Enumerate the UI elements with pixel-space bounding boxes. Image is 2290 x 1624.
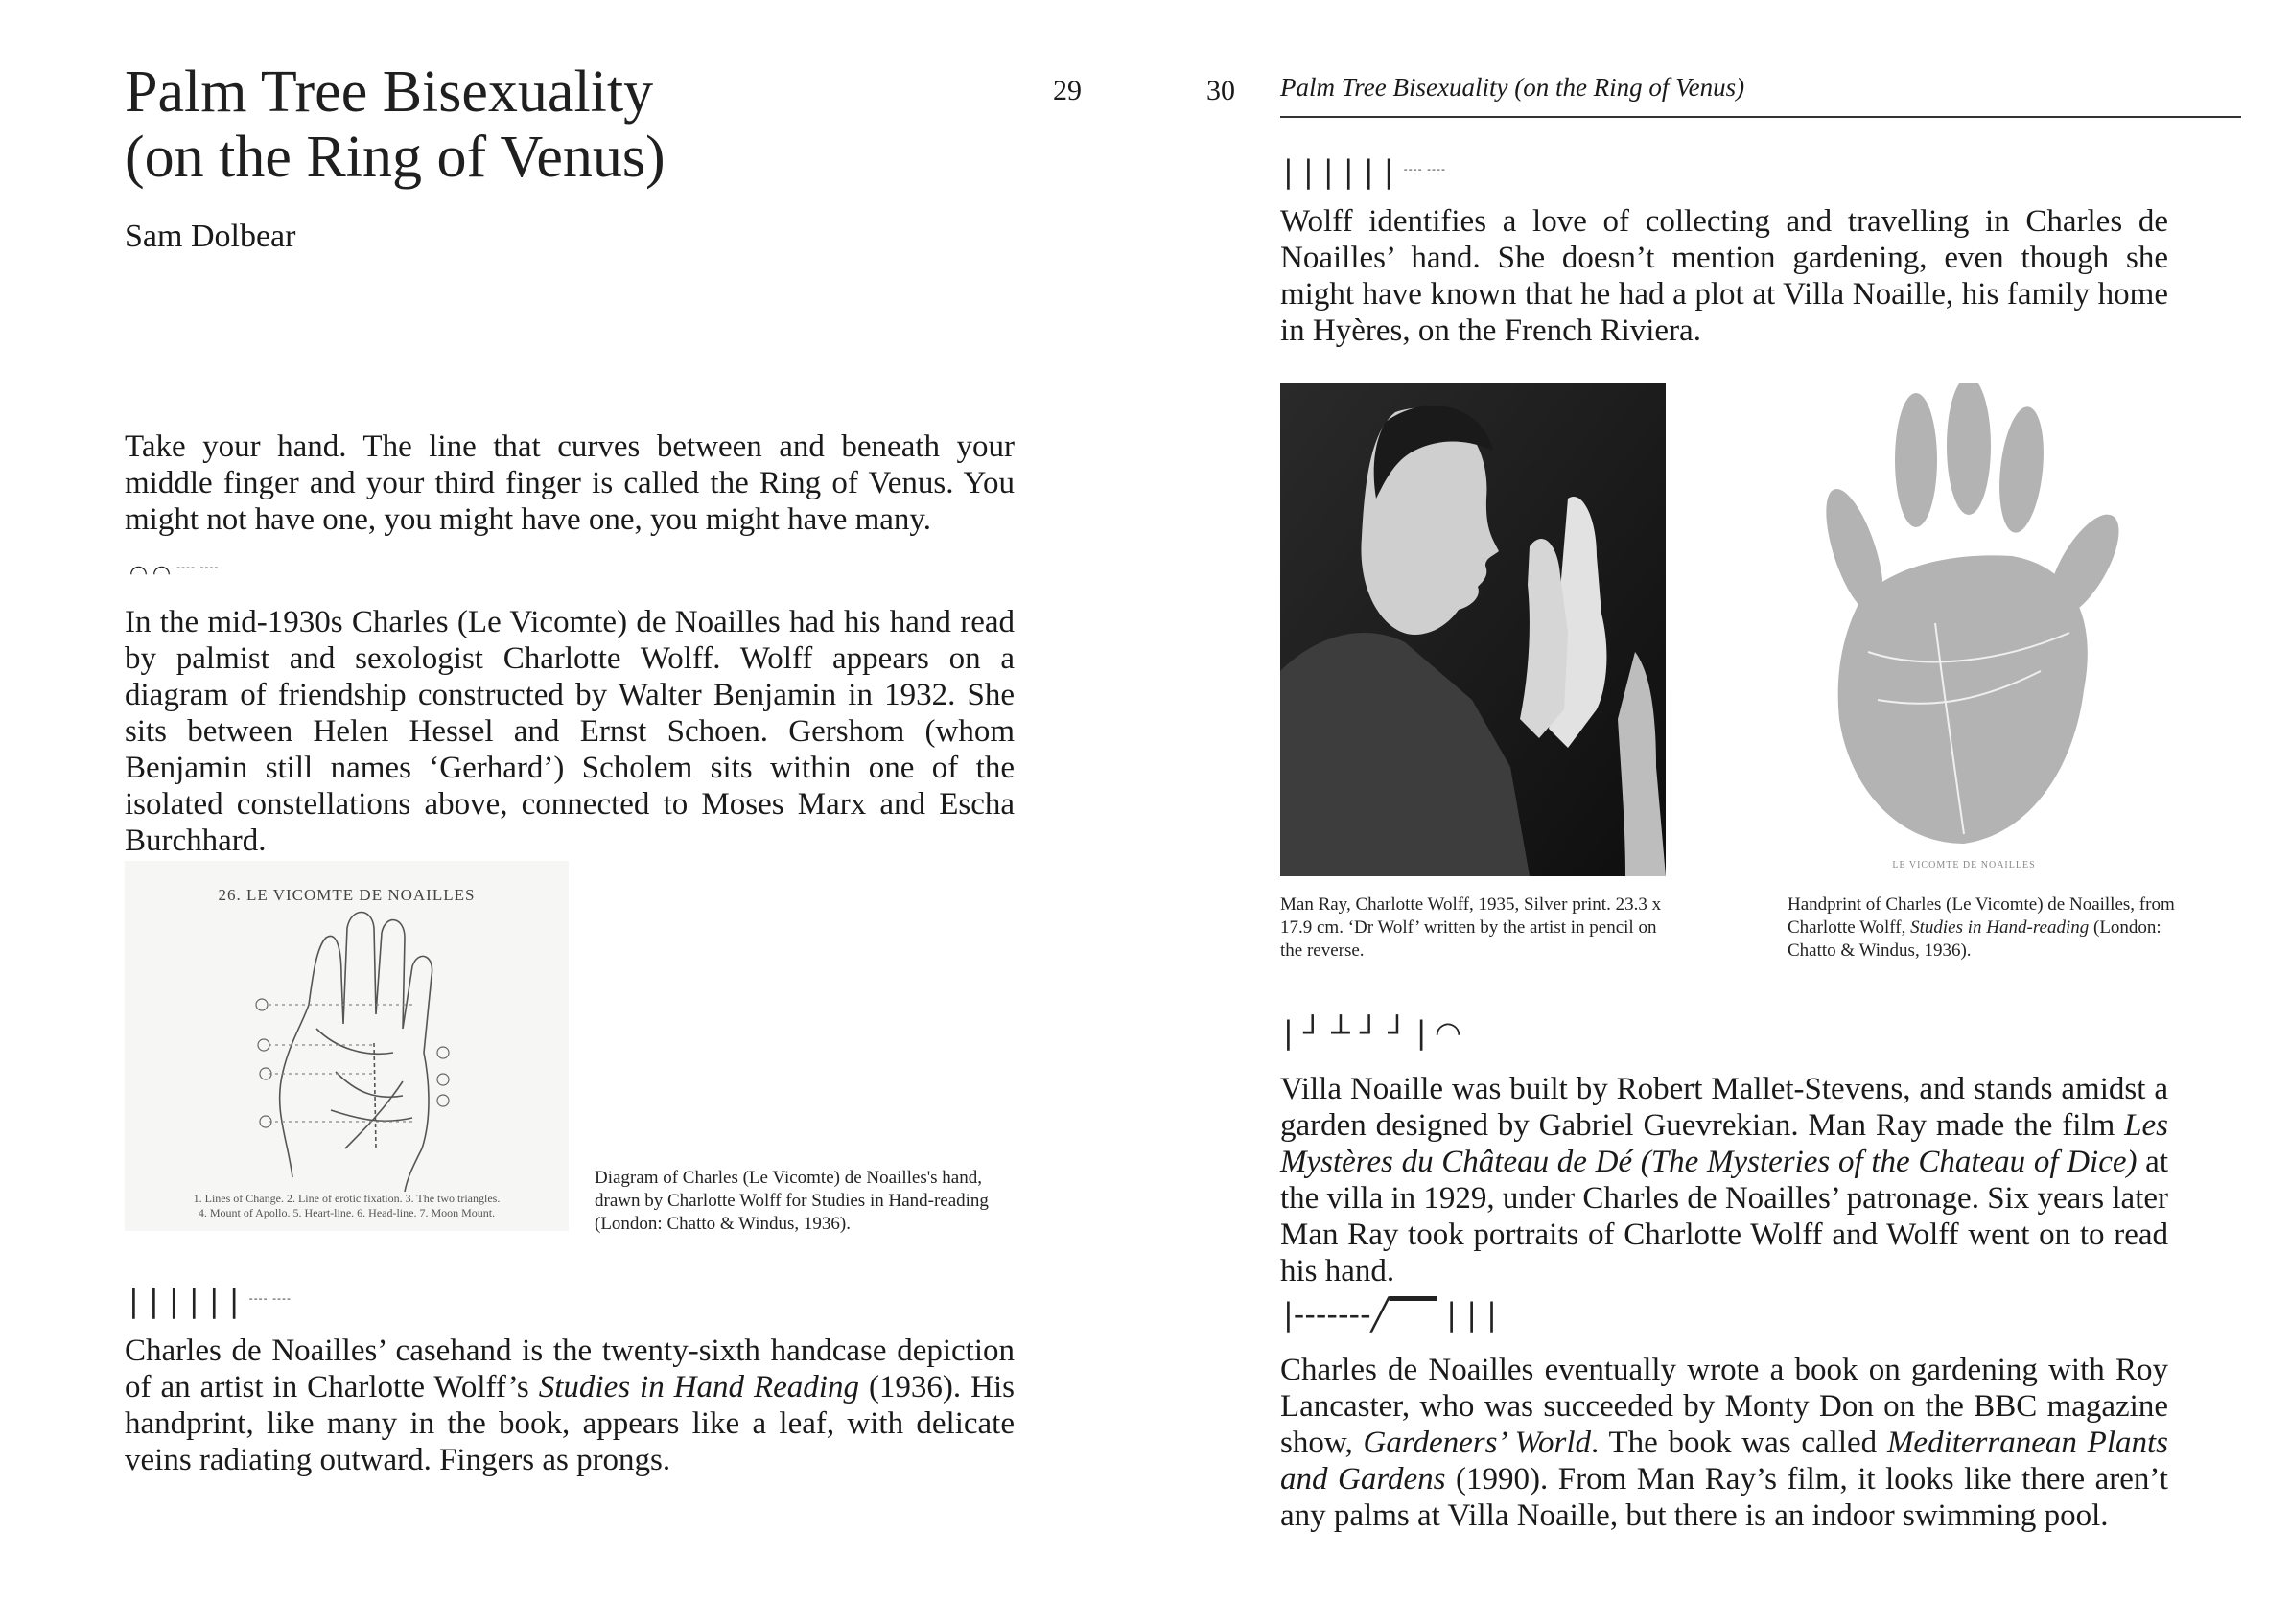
handprint-illustration	[1791, 383, 2137, 876]
page-number-left: 29	[1053, 75, 1082, 106]
running-head: Palm Tree Bisexuality (on the Ring of Venus)	[1280, 73, 1745, 102]
section-glyph-2: | | | | | | ---- ----	[129, 1283, 292, 1319]
page-number-right: 30	[1206, 75, 1235, 106]
paragraph-gardening: Charles de Noailles eventually wrote a book on gardening with Roy Lancaster, who was succeeded by Monty Don on the BBC magazine show, Gardeners’ World. The book was called Mediterranean Plants and Gardens (1990). From Man Ray’s film, it looks like there aren’t any palms at Villa Noaille, but there is an indoor swimming pool.	[1280, 1353, 2168, 1533]
title-line-1: Palm Tree Bisexuality	[125, 59, 654, 125]
paragraph-noailles: In the mid-1930s Charles (Le Vicomte) de Noailles had his hand read by palmist and sexologist Charlotte Wolff. Wolff appears on a diagram of friendship constructed by Walter Benjamin in 1932. She sits between Helen Hessel and Ernst Schoen. Gershom (whom Benjamin still names ‘Gerhard’) Scholem sits within one of the isolated constellations above, connected to Moses Marx and Escha Burchhard.	[125, 605, 1015, 858]
paragraph-intro: Take your hand. The line that curves between and beneath your middle finger and your third finger is called the Ring of Venus. You might not have one, you might have one, you might have many.	[125, 429, 1015, 537]
section-glyph-1: ◜◝ ◜◝ ---- ----	[130, 561, 220, 586]
photo-caption: Man Ray, Charlotte Wolff, 1935, Silver print. 23.3 x 17.9 cm. ‘Dr Wolf’ written by the artist in pencil on the reverse.	[1280, 894, 1662, 961]
title-line-2: (on the Ring of Venus)	[125, 125, 666, 190]
handprint-caption: Handprint of Charles (Le Vicomte) de Noailles, from Charlotte Wolff, Studies in Hand-reading (London: Chatto & Windus, 1936).	[1788, 894, 2175, 961]
paragraph-collecting: Wolff identifies a love of collecting and travelling in Charles de Noailles’ hand. She doesn’t mention gardening, even though she might have known that he had a plot at Villa Noaille, his family home in Hyères, on the French Riviera.	[1280, 204, 2168, 348]
section-glyph-4: | ┘ ┴ ┘ ┘ | ◜◝	[1283, 1014, 1460, 1051]
page-title	[125, 59, 892, 190]
author-name: Sam Dolbear	[125, 219, 296, 254]
section-glyph-5: |-------╱▔▔ | | |	[1283, 1296, 1497, 1333]
hand-diagram-figure	[125, 861, 569, 1231]
paragraph-casehand: Charles de Noailles’ casehand is the twenty-sixth handcase depiction of an artist in Charlotte Wolff’s Studies in Hand Reading (1936). His handprint, like many in the book, appears like a leaf, with delicate veins radiating outward. Fingers as prongs.	[125, 1334, 1015, 1477]
diagram-caption: Diagram of Charles (Le Vicomte) de Noailles's hand, drawn by Charlotte Wolff for Studies in Hand-reading (London: Chatto & Windus, 1936).	[595, 1168, 989, 1234]
diagram-heading: 26. LE VICOMTE DE NOAILLES	[218, 886, 476, 904]
man-ray-photo	[1280, 383, 1666, 876]
header-rule	[1280, 116, 2241, 118]
diagram-legend: 1. Lines of Change. 2. Line of erotic fixation. 3. The two triangles. 4. Mount of Apollo. 5. Heart-line. 6. Head-line. 7. Moon Mount.	[193, 1192, 501, 1219]
handprint-label: LE VICOMTE DE NOAILLES	[1892, 860, 2036, 870]
handprint-figure	[1791, 383, 2137, 876]
hand-diagram-drawing	[125, 861, 569, 1231]
portrait-illustration	[1280, 383, 1666, 876]
paragraph-villa: Villa Noaille was built by Robert Mallet-Stevens, and stands amidst a garden designed by Gabriel Guevrekian. Man Ray made the film Les Mystères du Château de Dé (The Mysteries of the Chateau of Dice) at the villa in 1929, under Charles de Noailles’ patronage. Six years later Man Ray took portraits of Charlotte Wolff and Wolff went on to read his hand.	[1280, 1072, 2168, 1288]
section-glyph-3: | | | | | | ---- ----	[1283, 153, 1446, 190]
